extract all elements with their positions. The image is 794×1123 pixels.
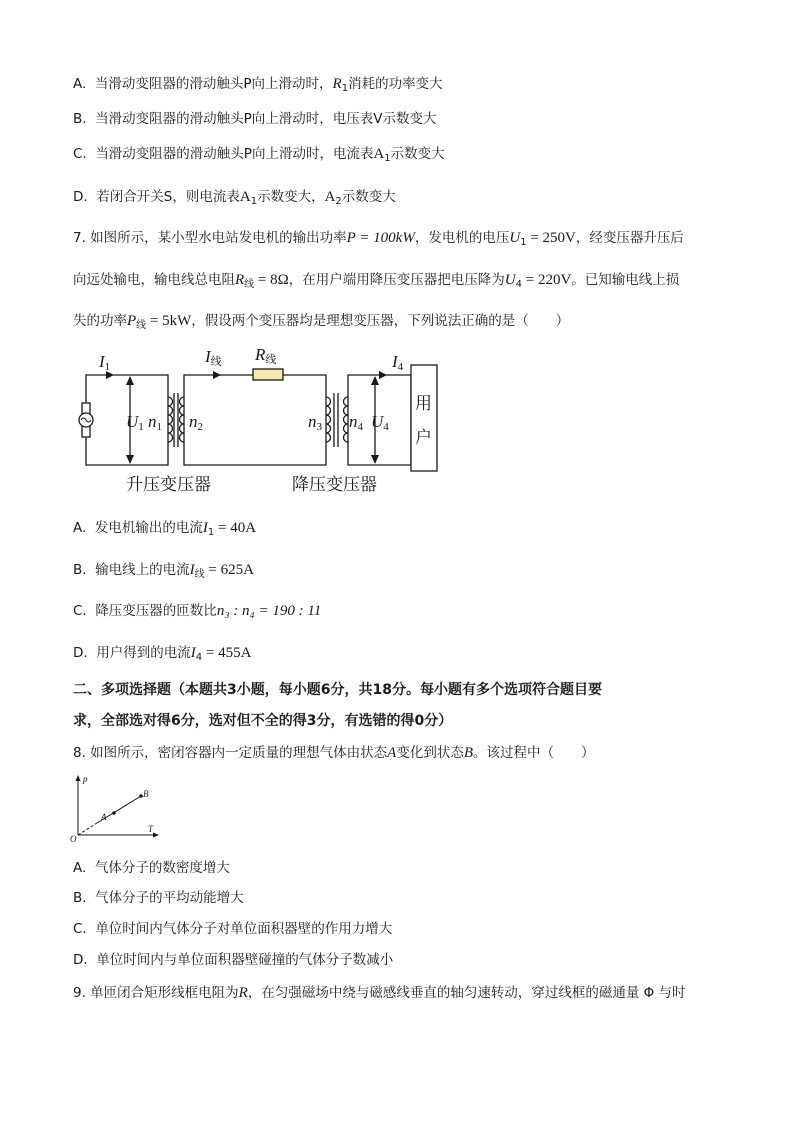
label-step-up: 升压变压器 bbox=[126, 475, 211, 495]
p-t-graph bbox=[70, 772, 165, 842]
q7-stem-line3: 失的功率$P_线 = 5kW$，假设两个变压器均是理想变压器，下列说法正确的是（ ） bbox=[73, 313, 570, 331]
q7-option-a: A. 发电机输出的电流$I_1 = 40A$ bbox=[73, 520, 257, 538]
label-n4: n4 bbox=[349, 412, 363, 433]
label-n2: n2 bbox=[189, 412, 203, 433]
label-i1: I1 bbox=[99, 352, 111, 373]
q8-stem: 8. 如图所示，密闭容器内一定质量的理想气体由状态A变化到状态B。该过程中（ ） bbox=[73, 745, 595, 761]
q7-option-b: B. 输电线上的电流$I_线 = 625A$ bbox=[73, 562, 254, 580]
label-n1: n1 bbox=[148, 412, 162, 433]
label-step-down: 降压变压器 bbox=[292, 475, 377, 495]
q8-option-c: C. 单位时间内气体分子对单位面积器壁的作用力增大 bbox=[73, 921, 393, 937]
label-r-line: R线 bbox=[255, 345, 277, 366]
label-user-bottom: 户 bbox=[415, 428, 432, 448]
q8-option-d: D. 单位时间内与单位面积器壁碰撞的气体分子数减小 bbox=[73, 952, 394, 968]
graph-axis-p: p bbox=[83, 774, 88, 784]
q6-option-c: C. 当滑动变阻器的滑动触头P向上滑动时，电流表$A_1$示数变大 bbox=[73, 146, 445, 164]
section-2-heading-line2: 求，全部选对得6分，选对但不全的得3分，有选错的得0分） bbox=[73, 713, 453, 729]
graph-origin: O bbox=[70, 834, 77, 842]
q6-option-b: B. 当滑动变阻器的滑动触头P向上滑动时，电压表V示数变大 bbox=[73, 111, 437, 127]
q7-stem-line1: 7. 如图所示，某小型水电站发电机的输出功率P = 100kW，发电机的电压$U_1 = 250V$，经变压器升压后 bbox=[73, 230, 684, 248]
section-2-heading-line1: 二、多项选择题（本题共3小题，每小题6分，共18分。每小题有多个选项符合题目要 bbox=[73, 682, 602, 698]
label-u1: U1 bbox=[126, 412, 144, 433]
q6-option-a: A. 当滑动变阻器的滑动触头P向上滑动时，$R_1$消耗的功率变大 bbox=[73, 76, 443, 94]
q9-stem: 9. 单匝闭合矩形线框电阻为R，在匀强磁场中绕与磁感线垂直的轴匀速转动，穿过线框的磁通量 Φ 与时 bbox=[73, 985, 686, 1001]
q7-option-d: D. 用户得到的电流$I_4 = 455A$ bbox=[73, 645, 252, 663]
graph-point-a: A bbox=[101, 812, 107, 822]
label-n3: n3 bbox=[308, 412, 322, 433]
q7-stem-line2: 向远处输电，输电线总电阻$R_线 = 8\Omega$，在用户端用降压变压器把电压降为$U_4 = 220V$。已知输电线上损 bbox=[73, 272, 680, 290]
graph-point-b: B bbox=[143, 789, 149, 799]
graph-axis-t: T bbox=[148, 824, 154, 834]
label-user-top: 用 bbox=[415, 394, 432, 414]
q6-option-d: D. 若闭合开关S，则电流表$A_1$示数变大，$A_2$示数变大 bbox=[73, 189, 396, 207]
transmission-circuit-diagram bbox=[70, 345, 450, 500]
q8-option-a: A. 气体分子的数密度增大 bbox=[73, 860, 230, 876]
q8-option-b: B. 气体分子的平均动能增大 bbox=[73, 890, 244, 906]
label-u4: U4 bbox=[371, 412, 389, 433]
label-i4: I4 bbox=[392, 352, 404, 373]
label-i-line: I线 bbox=[205, 347, 222, 368]
q7-option-c: C. 降压变压器的匝数比n₃ : n₄ = 190 : 11 bbox=[73, 603, 322, 619]
